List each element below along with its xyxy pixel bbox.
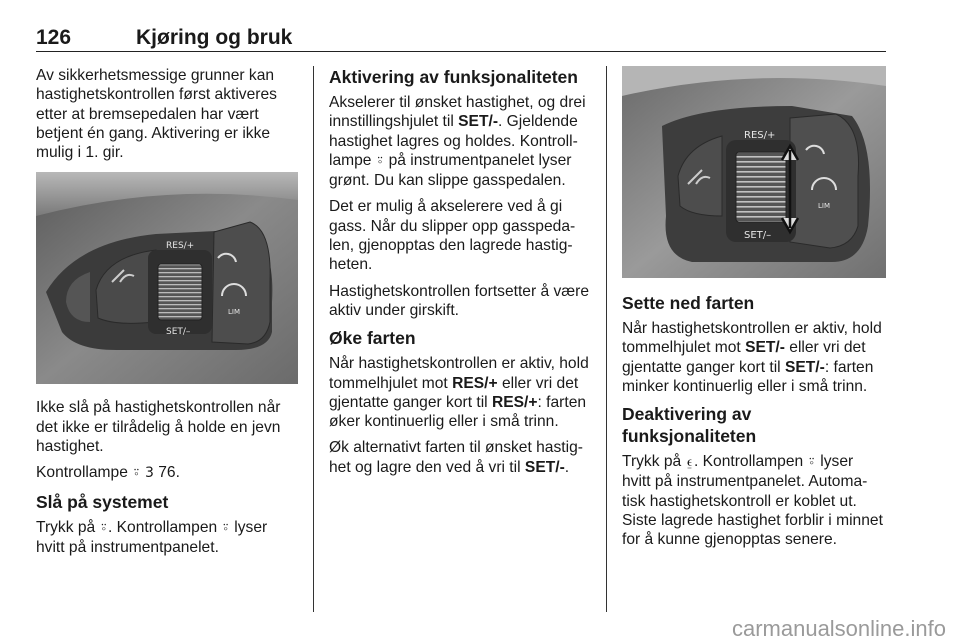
page-reference-arrow-icon: 3 [144, 465, 154, 482]
activation-paragraph [329, 93, 591, 190]
text-span: Når hastighetskontrollen er aktiv, hold tommelhjulet mot [329, 355, 589, 392]
set-minus-label: SET/– [166, 327, 191, 338]
text-span: Når hastighetskontrollen er aktiv, hold tommelhjulet mot [622, 320, 882, 357]
heading-activation: Aktivering av funksjonaliteten [329, 67, 578, 87]
increase-paragraph [329, 354, 591, 431]
res-plus-label: RES/+ [744, 130, 776, 141]
indicator-text: Kontrollampe [36, 464, 128, 482]
chapter-title: Kjøring og bruk [136, 26, 293, 49]
reduce-paragraph [622, 319, 886, 396]
res-plus-label: RES/+ [166, 241, 195, 252]
switch-on-paragraph [36, 518, 298, 558]
column-divider-2 [606, 66, 607, 612]
column-1 [36, 66, 298, 564]
page-header [36, 26, 886, 52]
lim-label: LIM [818, 202, 831, 210]
steering-switch-figure-2 [622, 66, 886, 278]
cruise-control-icon: ⍤ [807, 454, 816, 471]
heading-switch-on: Slå på systemet [36, 491, 169, 512]
accelerate-paragraph: Det er mulig å akselerere ved å gi gass. Når du slipper opp gasspeda-len, gjenopptas den lagrede hastig-heten. [329, 198, 576, 274]
text-span: . [564, 458, 570, 476]
cruise-control-icon: ⍤ [132, 465, 141, 482]
set-minus-label: SET/– [744, 230, 772, 241]
text-span: . Gjeldende hastighet lagres og holdes. Kontroll-lampe [329, 113, 578, 169]
cruise-control-icon: ⍤ [99, 519, 108, 536]
alternative-paragraph [329, 438, 591, 477]
heading-reduce-speed: Sette ned farten [622, 293, 755, 313]
text-span: . Kontrollampen [693, 453, 804, 471]
text-span: . Kontrollampen [107, 518, 218, 536]
cruise-cancel-icon: ⍷ [685, 454, 694, 471]
bold-span: SET/- [458, 113, 499, 131]
bold-span: SET/- [524, 458, 565, 476]
text-span: Trykk på [36, 518, 96, 536]
header-rule [36, 51, 886, 52]
gear-change-paragraph: Hastighetskontrollen fortsetter å være aktiv under girskift. [329, 282, 590, 319]
text-span: : farten minker kontinuerlig eller i små trinn. [622, 358, 874, 395]
page-number: 126 [36, 26, 72, 49]
text-span: eller vri det gjentatte ganger kort til [622, 339, 866, 376]
bold-span: SET/- [745, 339, 785, 357]
indicator-reference [36, 463, 298, 483]
lim-label: LIM [228, 308, 241, 317]
text-span: Trykk på [622, 453, 682, 471]
bold-span: RES/+ [452, 374, 498, 392]
watermark: carmanualsonline.info [731, 616, 946, 641]
reference-page: 76. [158, 464, 180, 482]
text-span: på instrumentpanelet lyser grønt. Du kan slippe gasspedalen. [329, 151, 572, 190]
deactivation-paragraph [622, 452, 886, 549]
not-advisable-paragraph: Ikke slå på hastighetskontrollen når det ikke er tilrådelig å holde en jevn hastighet. [36, 399, 281, 456]
text-span: Øk alternativt farten til ønsket hastig-het og lagre den ved å vri til [329, 439, 583, 476]
text-span: : farten øker kontinuerlig eller i små trinn. [329, 393, 587, 431]
text-span: eller vri det gjentatte ganger kort til [329, 374, 579, 411]
column-divider-1 [313, 66, 314, 612]
text-span: lyser hvitt på instrumentpanelet. [36, 518, 268, 556]
column-2 [329, 66, 591, 484]
steering-wheel-controls-image [36, 172, 298, 384]
heading-increase-speed: Øke farten [329, 328, 416, 349]
safety-paragraph: Av sikkerhetsmessige grunner kan hastighetskontrollen først aktiveres etter at bremsepedalen har vært betjent én gang. Aktivering er ikke mulig i 1. gir. [36, 67, 277, 162]
bold-span: SET/- [784, 358, 825, 376]
thumbwheel-closeup-image [622, 66, 886, 278]
cruise-control-icon: ⍤ [221, 519, 230, 536]
bold-span: RES/+ [491, 393, 538, 411]
cruise-control-icon: ⍤ [375, 152, 385, 169]
steering-switch-figure-1 [36, 172, 298, 384]
text-span: Akselerer til ønsket hastighet, og drei innstillingshjulet til [329, 94, 586, 131]
column-3 [622, 66, 886, 557]
text-span: lyser hvitt på instrumentpanelet. Automa-tisk hastighetskontroll er koblet ut. Siste lagrede hastighet forblir i minnet for å kunne gjenopptas senere. [622, 453, 883, 549]
heading-deactivation: Deaktivering av funksjonaliteten [622, 404, 757, 447]
